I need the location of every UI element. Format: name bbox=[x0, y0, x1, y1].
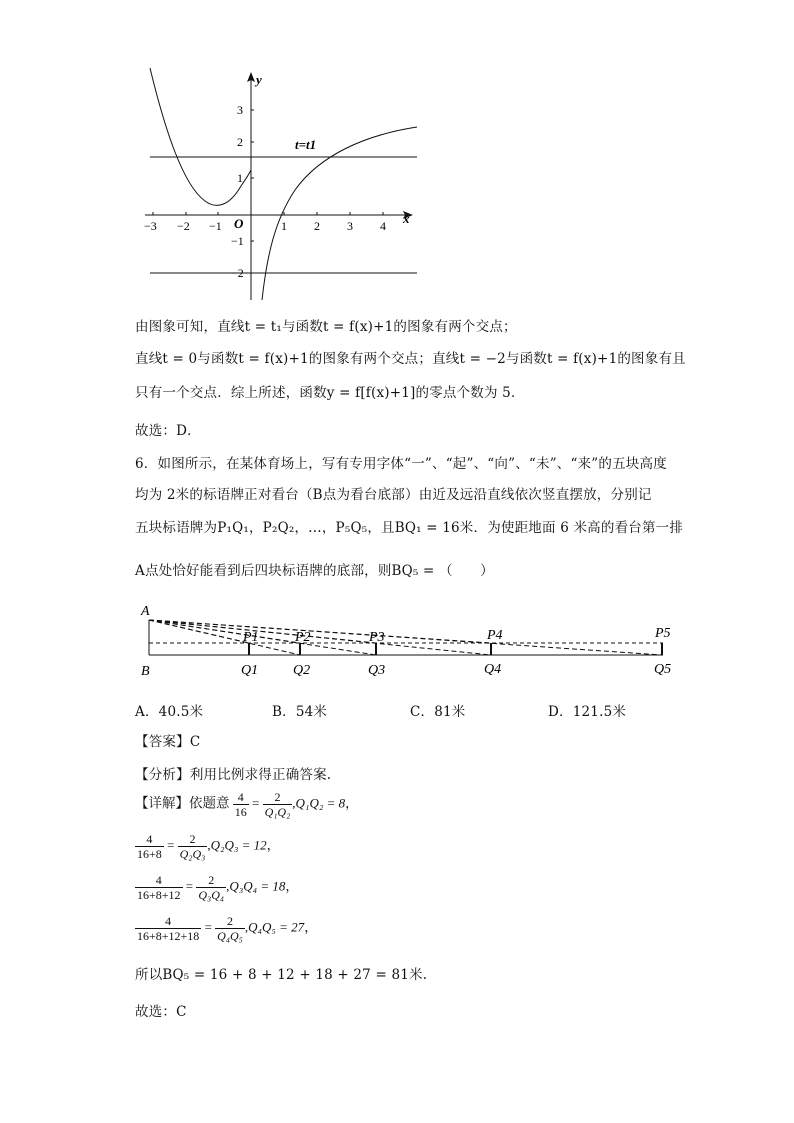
fraction: $\frac{2}{\text{Q₄Q₅}}$ bbox=[217, 914, 243, 943]
point-label-q5: Q5 bbox=[654, 662, 672, 677]
answer-tag: 【答案】 bbox=[135, 734, 190, 750]
function-graph bbox=[135, 60, 425, 305]
x-tick-label: 4 bbox=[380, 219, 386, 233]
point-label-p1: P1 bbox=[243, 630, 259, 645]
point-label-p4: P4 bbox=[487, 628, 503, 643]
x-tick-label: −1 bbox=[209, 219, 222, 233]
fraction: $\frac{4}{16+8}$ bbox=[137, 832, 162, 861]
detail-eq-4: $\frac{4}{16+8+12+18}$ = $\frac{2}{\text{Q₄Q₅}}$ ,Q₄Q₅ = 27， bbox=[137, 914, 318, 943]
analysis-tag: 【分析】 bbox=[135, 767, 190, 783]
detail-eq-2: $\frac{4}{16+8}$ = $\frac{2}{\text{Q₂Q₃}}$ ,Q₂Q₃ = 12， bbox=[137, 832, 280, 861]
text-line-3: 只有一个交点．综上所述，函数y = f[f(x)+1]的零点个数为 5． bbox=[135, 385, 525, 401]
answer-pick-2: 故选：C bbox=[135, 1004, 187, 1020]
point-label-p3: P3 bbox=[369, 630, 385, 645]
line-label-t1: t=t1 bbox=[295, 137, 317, 152]
x-tick-label: −2 bbox=[177, 219, 190, 233]
option-a[interactable]: A．40.5米 bbox=[135, 704, 204, 720]
option-d[interactable]: D．121.5米 bbox=[548, 704, 627, 720]
sight-line bbox=[149, 620, 376, 643]
point-label-a: A bbox=[141, 604, 150, 619]
point-label-p5: P5 bbox=[655, 626, 671, 641]
answer-row bbox=[135, 733, 200, 751]
sight-line bbox=[149, 620, 300, 643]
detail-eq-3: $\frac{4}{16+8+12}$ = $\frac{2}{\text{Q₃Q₄}}$ ,Q₃Q₄ = 18， bbox=[137, 873, 299, 902]
curve-right-branch bbox=[262, 127, 417, 300]
detail-eq-1: 【详解】依题意 $\frac{4}{16}$ = $\frac{2}{\text{Q₁Q₂}}$ ,Q₁Q₂ = 8， bbox=[135, 790, 359, 819]
point-label-q3: Q3 bbox=[368, 663, 386, 678]
signboard-figure bbox=[135, 598, 685, 683]
fraction: $\frac{4}{16}$ bbox=[234, 790, 247, 819]
point-label-p2: P2 bbox=[295, 630, 311, 645]
analysis-row bbox=[135, 766, 331, 784]
origin-label: O bbox=[234, 216, 244, 231]
y-tick-label: −2 bbox=[231, 266, 244, 280]
detail-conclusion: 所以BQ₅ = 16 + 8 + 12 + 18 + 27 = 81米. bbox=[135, 967, 428, 983]
y-tick-label: −1 bbox=[231, 234, 244, 248]
x-tick-label: 1 bbox=[281, 219, 287, 233]
question-6-line-3: 五块标语牌为P₁Q₁，P₂Q₂，…，P₅Q₅，且BQ₁ = 16米．为使距地面 6 米高的看台第一排 bbox=[135, 520, 684, 536]
x-axis-label: x bbox=[403, 211, 410, 226]
point-label-b: B bbox=[141, 664, 150, 679]
text-line-1: 由图象可知，直线t = t₁与函数t = f(x)+1的图象有两个交点； bbox=[135, 319, 517, 335]
point-label-q1: Q1 bbox=[241, 663, 259, 678]
fraction: $\frac{2}{\text{Q₃Q₄}}$ bbox=[198, 873, 225, 902]
question-6-line-4: A点处恰好能看到后四块标语牌的底部，则BQ₅ = （ ） bbox=[135, 563, 494, 579]
option-b[interactable]: B．54米 bbox=[272, 704, 328, 720]
answer-value: C bbox=[189, 734, 201, 750]
x-tick-label: 3 bbox=[347, 219, 353, 233]
y-tick-label: 3 bbox=[237, 103, 243, 117]
fraction: $\frac{2}{\text{Q₂Q₃}}$ bbox=[179, 832, 206, 861]
option-c[interactable]: C．81米 bbox=[410, 704, 466, 720]
x-tick-label: −3 bbox=[144, 219, 157, 233]
fraction: $\frac{2}{\text{Q₁Q₂}}$ bbox=[264, 790, 291, 819]
fraction: $\frac{4}{16+8+12+18}$ bbox=[137, 914, 200, 943]
x-tick-label: 2 bbox=[314, 219, 320, 233]
detail-tag: 【详解】 bbox=[135, 795, 189, 812]
question-6-line-1: 6．如图所示，在某体育场上，写有专用字体“一”、“起”、“向”、“未”、“来”的五块高度 bbox=[135, 456, 667, 472]
detail-intro: 依题意 bbox=[189, 795, 230, 812]
answer-pick-1: 故选：D． bbox=[135, 423, 201, 439]
y-tick-label: 2 bbox=[237, 135, 243, 149]
y-tick-label: 1 bbox=[237, 171, 243, 185]
point-label-q2: Q2 bbox=[293, 663, 311, 678]
question-6-line-2: 均为 2米的标语牌正对看台（B点为看台底部）由近及远沿直线依次竖直摆放，分别记 bbox=[135, 487, 652, 503]
signboard-5 bbox=[661, 643, 663, 655]
curve-left-branch bbox=[150, 68, 251, 205]
y-axis-label: y bbox=[256, 72, 262, 87]
fraction: $\frac{4}{16+8+12}$ bbox=[137, 873, 181, 902]
analysis-value: 利用比例求得正确答案. bbox=[189, 767, 332, 783]
text-line-2: 直线t = 0与函数t = f(x)+1的图象有两个交点；直线t = −2与函数t = f(x)+1的图象有且 bbox=[135, 351, 686, 367]
signboard-4 bbox=[490, 643, 492, 655]
point-label-q4: Q4 bbox=[484, 662, 502, 677]
